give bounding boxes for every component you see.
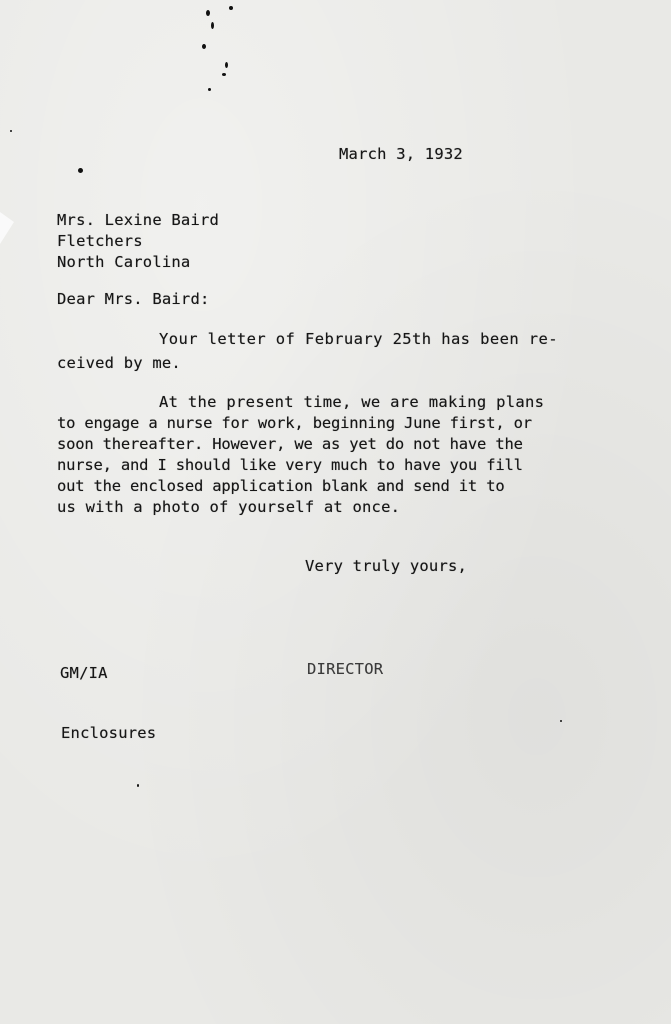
paragraph-line: Your letter of February 25th has been re- (159, 330, 559, 348)
paragraph-line: soon thereafter. However, we as yet do not have the (57, 435, 523, 453)
torn-edge (0, 212, 14, 244)
ink-speck (206, 10, 210, 16)
enclosures-note: Enclosures (61, 724, 157, 742)
ink-speck (560, 720, 562, 722)
ink-speck (208, 88, 211, 91)
ink-speck (137, 784, 139, 787)
ink-speck (222, 73, 226, 76)
paragraph-line: ceived by me. (57, 354, 181, 372)
ink-speck (225, 62, 228, 68)
ink-speck (211, 22, 214, 29)
reference-initials: GM/IA (60, 664, 108, 682)
closing: Very truly yours, (305, 557, 468, 575)
paragraph-line: nurse, and I should like very much to have you fill (57, 456, 523, 474)
recipient-place: Fletchers (57, 232, 143, 250)
recipient-name: Mrs. Lexine Baird (57, 211, 220, 229)
ink-speck (202, 44, 206, 49)
recipient-state: North Carolina (57, 253, 191, 271)
paragraph-line: out the enclosed application blank and send it to (57, 477, 505, 495)
ink-speck (78, 168, 83, 173)
salutation: Dear Mrs. Baird: (57, 290, 210, 308)
letter-date: March 3, 1932 (339, 145, 463, 163)
ink-speck (10, 130, 12, 132)
paragraph-line: to engage a nurse for work, beginning June first, or (57, 414, 532, 432)
signature-title: DIRECTOR (307, 660, 384, 678)
ink-speck (229, 6, 233, 10)
paragraph-line: At the present time, we are making plans (159, 393, 545, 411)
paragraph-line: us with a photo of yourself at once. (57, 498, 401, 516)
